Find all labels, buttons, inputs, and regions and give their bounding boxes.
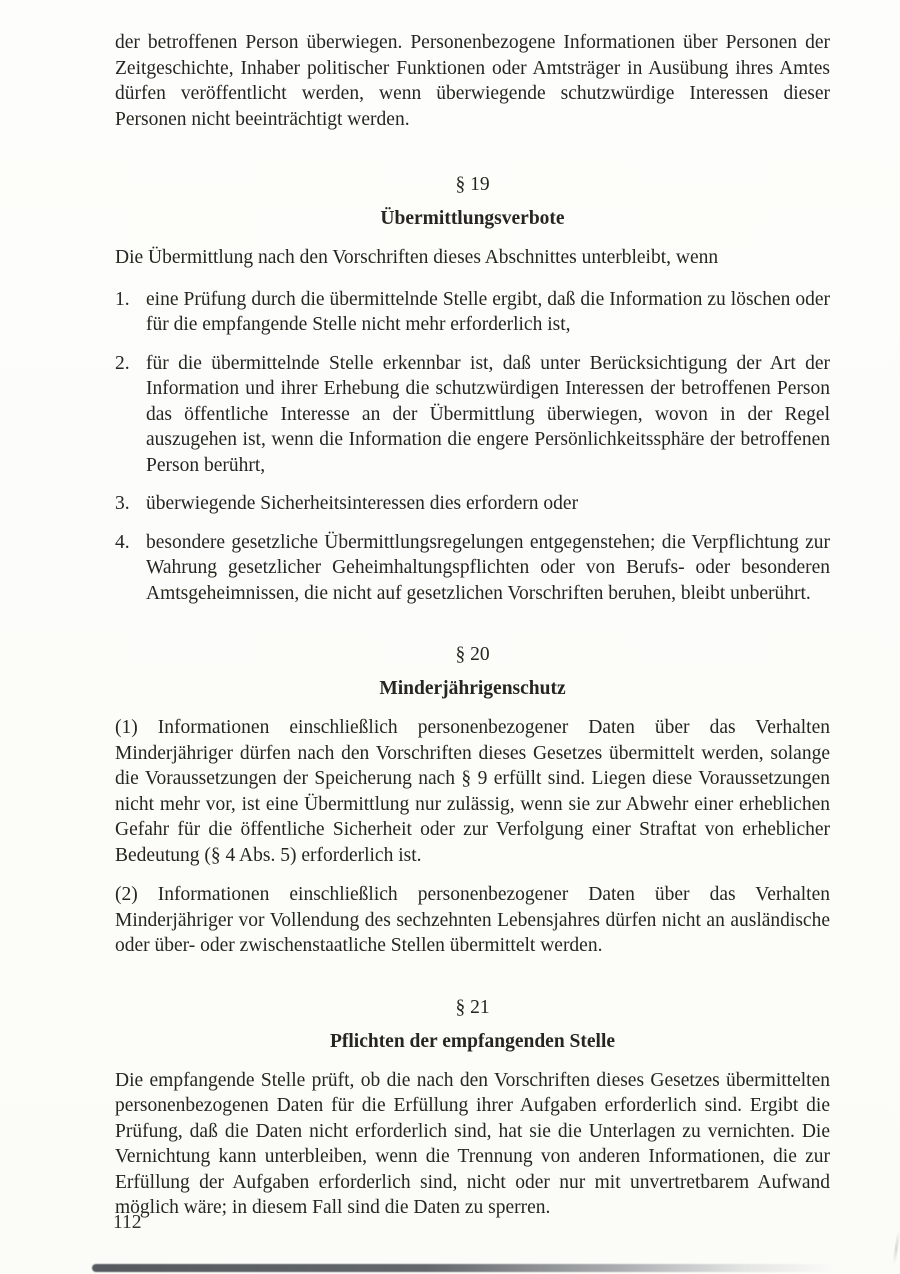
item-number: 4. (115, 531, 130, 553)
list-item (115, 530, 830, 607)
paragraph: Die empfangende Stelle prüft, ob die nach den Vorschriften dieses Gesetzes übermittelten personenbezogenen Daten für die Erfüllung ihrer Aufgaben erforderlich sind. Ergibt die Prüfung, daß die Daten nicht erforderlich sind, hat sie die Unterlagen zu vernichten. Die Vernichtung kann unterbleiben, wenn die Trennung von anderen Informationen, die zur Erfüllung der Aufgaben erforderlich sind, nicht oder nur mit unvertretbarem Aufwand möglich wäre; in diesem Fall sind die Daten zu sperren. (115, 1069, 830, 1218)
section-21 (115, 995, 830, 1221)
paragraph: (2) Informationen einschließlich personenbezogener Daten über das Verhalten Minderjähriger vor Vollendung des sechzehnten Lebensjahres dürfen nicht an ausländische oder über- oder zwischenstaatliche Stellen übermittelt werden. (115, 884, 830, 956)
item-text: für die übermittelnde Stelle erkennbar ist, daß unter Berücksichtigung der Art der Information und ihrer Erhebung die schutzwürdigen Interessen der betroffenen Person das öffentliche Interesse an der Übermittlung überwiegen, wovon in der Regel auszugehen ist, wenn die Information die engere Persönlichkeitssphäre der betroffenen Person berührt, (146, 352, 830, 476)
section-20 (115, 642, 830, 959)
section-21-number: § 21 (455, 996, 490, 1018)
section-20-title: Minderjährigenschutz (379, 678, 566, 699)
item-number: 3. (115, 493, 130, 514)
item-number: 2. (115, 352, 130, 374)
section-19-lead: Die Übermittlung nach den Vorschriften dieses Abschnittes unterbleibt, wenn (115, 247, 719, 268)
item-text: besondere gesetzliche Übermittlungsregelungen entgegenstehen; die Verpflichtung zur Wahrung gesetzlicher Geheimhaltungspflichten oder von Berufs- oder besonderen Amtsgeheimnissen, die nicht auf gesetzlichen Vorschriften beruhen, bleibt unberührt. (146, 531, 830, 604)
item-text: überwiegende Sicherheitsinteressen dies erfordern oder (146, 493, 579, 514)
list-item (115, 287, 830, 338)
list-item (115, 491, 830, 517)
section-20-number: § 20 (455, 644, 490, 665)
intro-paragraph: der betroffenen Person überwiegen. Personenbezogene Informationen über Personen der Zeitgeschichte, Inhaber politischer Funktionen oder Amtsträger in Ausübung ihres Amtes dürfen veröffentlicht werden, wenn überwiegende schutzwürdige Interessen dieser Personen nicht beeinträchtigt werden. (115, 32, 830, 130)
item-text: eine Prüfung durch die übermittelnde Stelle ergibt, daß die Information zu löschen oder für die empfangende Stelle nicht mehr erforderlich ist, (146, 288, 830, 335)
scan-edge-artifact (893, 1230, 900, 1264)
list-item (115, 351, 830, 479)
paragraph: (1) Informationen einschließlich personenbezogener Daten über das Verhalten Minderjähriger dürfen nach den Vorschriften dieses Gesetzes übermittelt werden, solange die Voraussetzungen der Speicherung nach § 9 erfüllt sind. Liegen diese Voraussetzungen nicht mehr vor, ist eine Übermittlung nur zulässig, wenn sie zur Abwehr einer erheblichen Gefahr für die öffentliche Sicherheit oder zur Verfolgung einer Straftat von erheblicher Bedeutung (§ 4 Abs. 5) erforderlich ist. (115, 717, 830, 866)
section-19-list (115, 287, 830, 607)
section-19-title: Übermittlungsverbote (380, 208, 565, 229)
item-number: 1. (115, 288, 130, 310)
scan-artifact-bar (92, 1264, 834, 1272)
section-19-number: § 19 (455, 174, 490, 195)
section-21-title: Pflichten der empfangenden Stelle (329, 1030, 616, 1052)
section-19 (115, 172, 830, 606)
page-number: 112 (113, 1212, 142, 1233)
